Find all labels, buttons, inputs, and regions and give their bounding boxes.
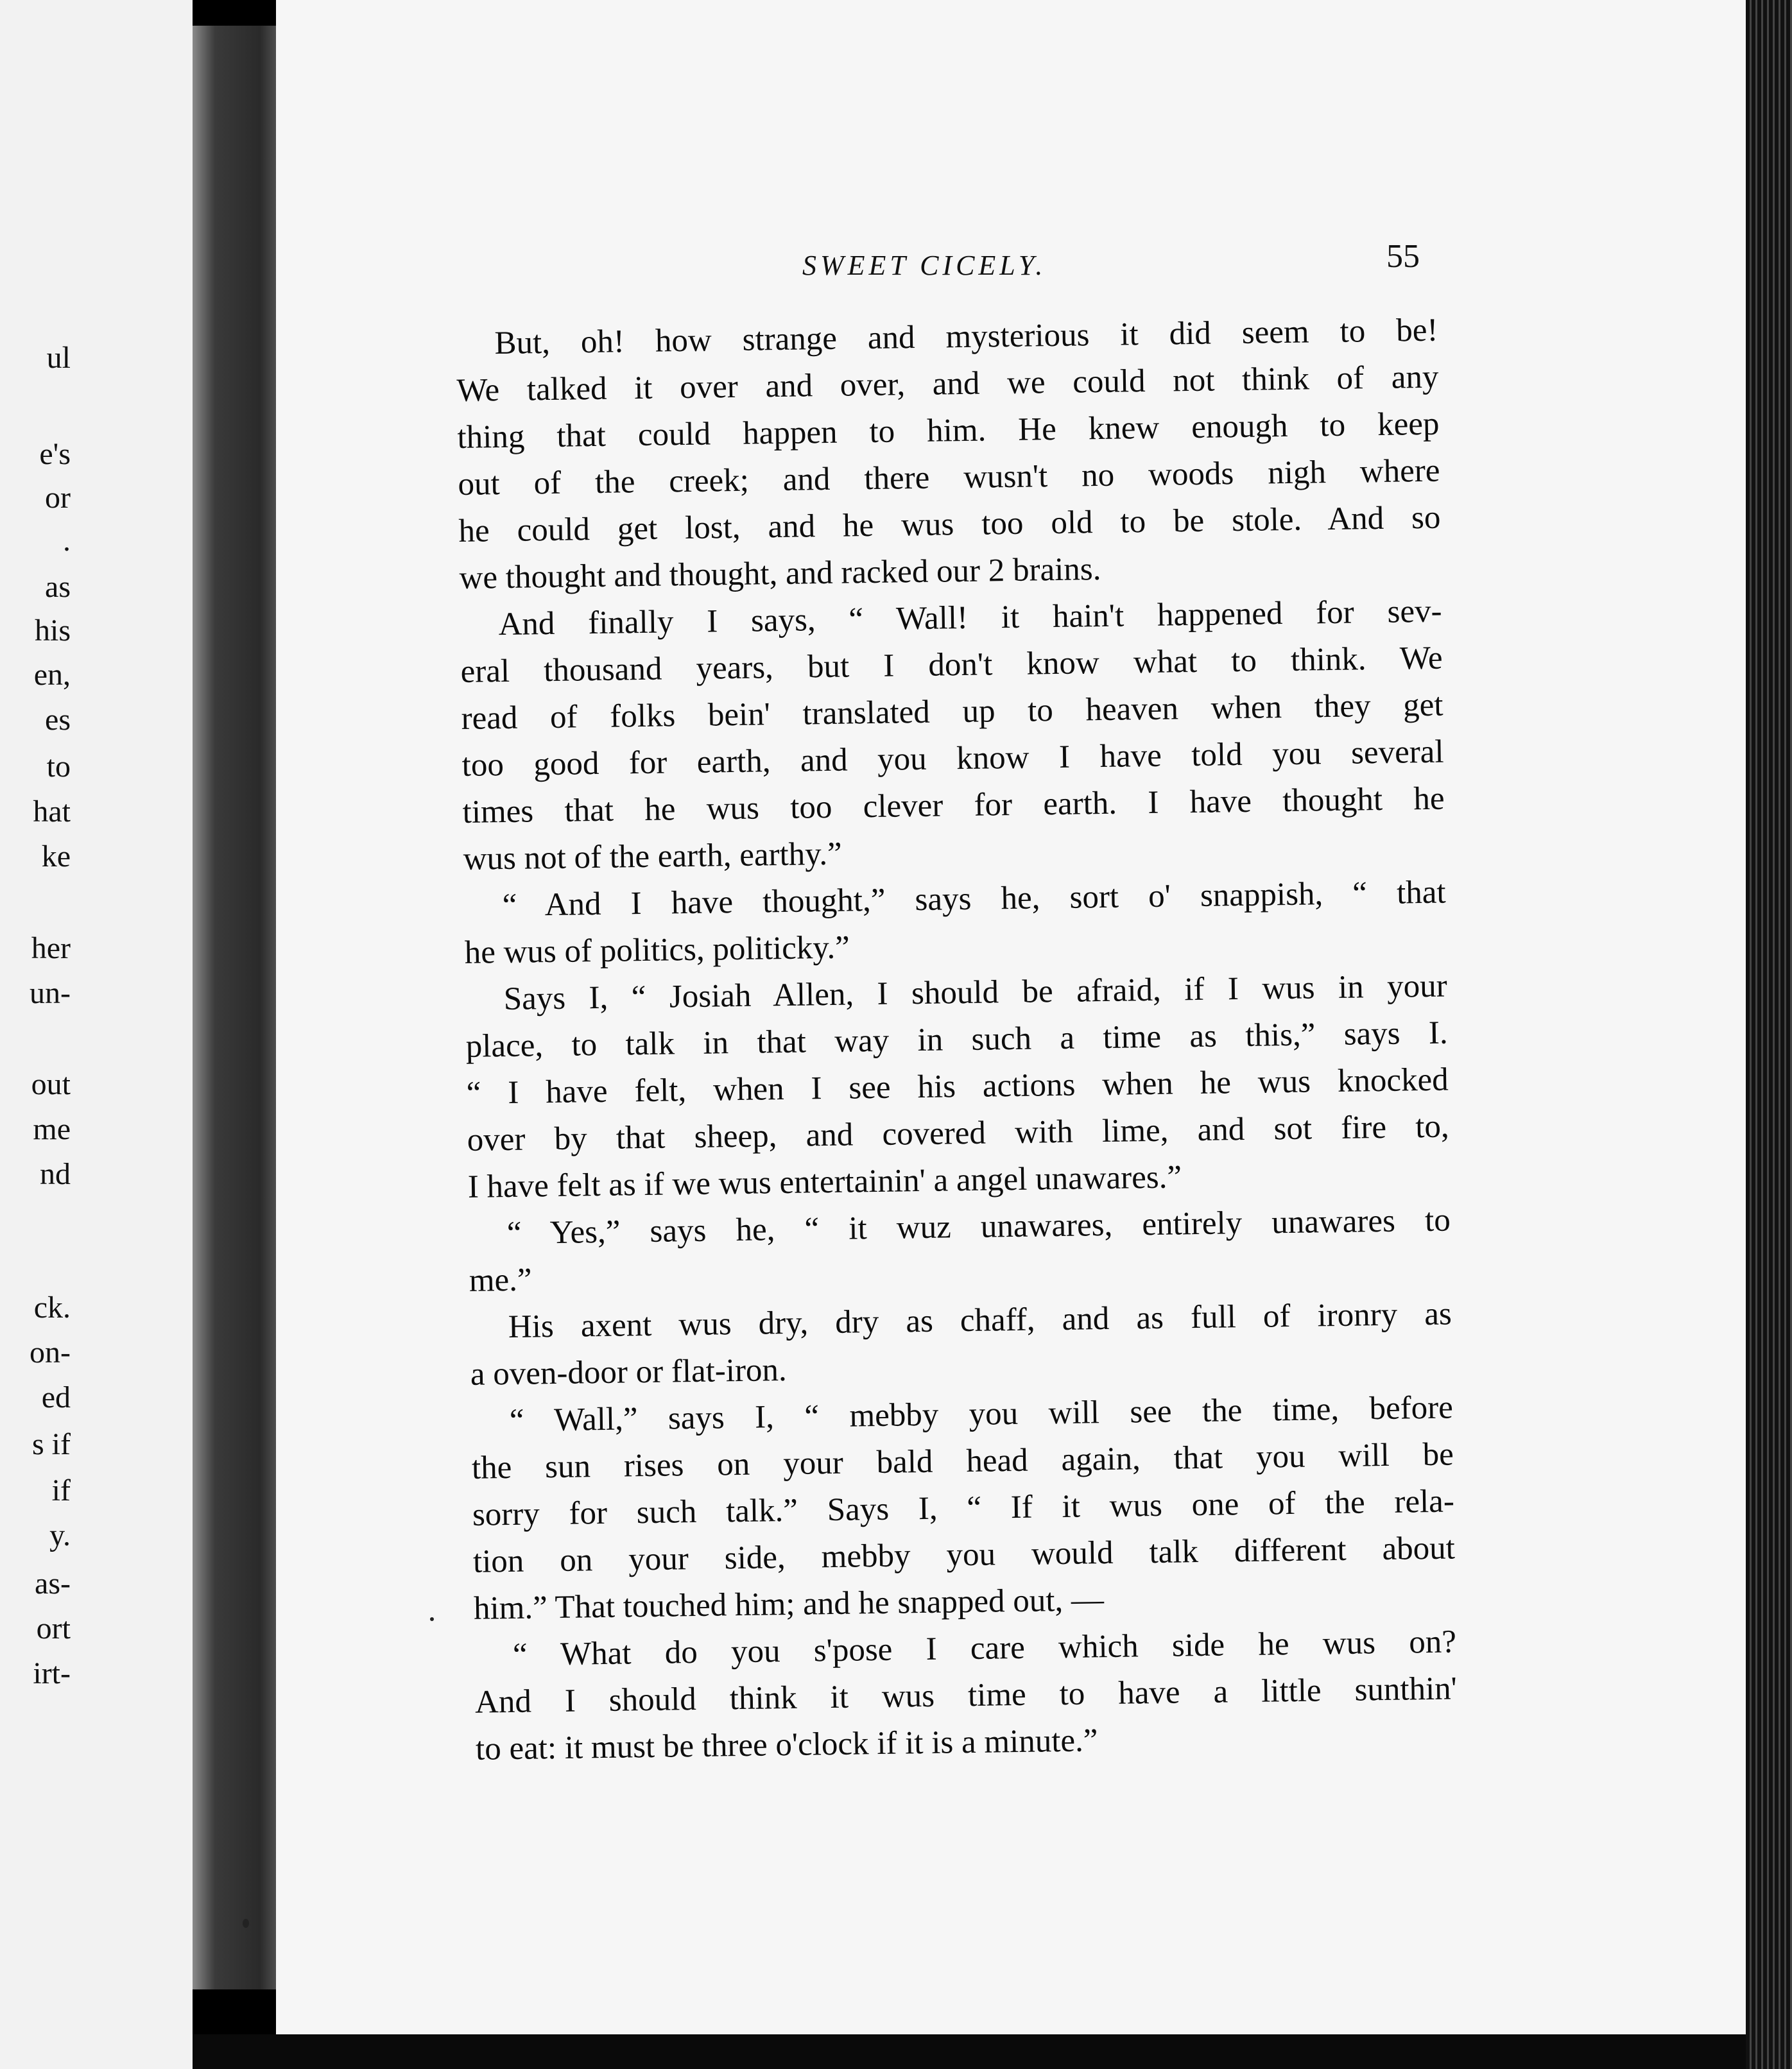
text-line: eral thousand years, but I don't know what to think. We: [460, 640, 1443, 690]
text-line: he wus of politics, politicky.”: [464, 929, 850, 971]
text-line: “ I have felt, when I see his actions when he wus knocked: [466, 1061, 1449, 1112]
left-page-fragment: on-: [30, 1335, 71, 1369]
text-line: me.”: [469, 1262, 532, 1299]
text-line: out of the creek; and there wusn't no woods nigh where: [458, 452, 1440, 502]
ink-speck: [243, 1919, 249, 1928]
text-line: him.” That touched him; and he snapped out, —: [473, 1582, 1105, 1627]
left-page-fragment: his: [34, 614, 71, 648]
page-number: 55: [1386, 238, 1420, 275]
left-page-fragment: e's: [39, 437, 71, 471]
left-page-fragment: if: [51, 1473, 71, 1507]
text-line: the sun rises on your bald head again, that you will be: [471, 1436, 1454, 1486]
left-page-fragment: .: [63, 524, 71, 558]
text-line: “ Yes,” says he, “ it wuz unawares, entirely unawares to: [506, 1202, 1451, 1252]
text-line: His axent wus dry, dry as chaff, and as full of ironry as: [508, 1296, 1452, 1346]
left-page-fragment: her: [31, 931, 71, 965]
left-page-fragment: un-: [30, 976, 71, 1010]
bottom-shadow: [193, 2034, 1746, 2069]
body-text: [456, 307, 1458, 1773]
left-page-fragment: hat: [33, 794, 71, 828]
text-line: Says I, “ Josiah Allen, I should be afraid, if I wus in your: [503, 968, 1448, 1018]
left-page-edge: [0, 0, 193, 2069]
left-page-fragment: s if: [32, 1427, 71, 1461]
text-line: too good for earth, and you know I have told you several: [461, 734, 1444, 784]
text-line: sorry for such talk.” Says I, “ If it wus one of the rela-: [472, 1483, 1455, 1533]
left-page-fragment: as-: [35, 1567, 71, 1601]
left-page-fragment: ke: [41, 839, 71, 873]
text-line: And finally I says, “ Wall! it hain't happened for sev-: [498, 593, 1442, 643]
text-line: thing that could happen to him. He knew enough to keep: [457, 406, 1440, 456]
left-page-fragment: as: [45, 570, 71, 604]
text-line: wus not of the earth, earthy.”: [463, 836, 843, 877]
text-line: We talked it over and over, and we could not think of any: [456, 359, 1439, 409]
left-page-fragment: ed: [41, 1380, 71, 1414]
text-line: place, to talk in that way in such a time as this,” says I.: [465, 1015, 1449, 1065]
book-page-edges: [1746, 0, 1792, 2069]
left-page-fragment: irt-: [33, 1656, 71, 1690]
running-title: SWEET CICELY.: [802, 250, 1047, 281]
left-page-fragment: es: [45, 703, 71, 737]
text-line: But, oh! how strange and mysterious it did seem to be!: [494, 312, 1438, 362]
left-page-fragment: ck.: [33, 1291, 71, 1325]
text-line: a oven-door or flat-iron.: [470, 1352, 788, 1393]
text-line: “ Wall,” says I, “ mebby you will see the time, before: [509, 1389, 1454, 1439]
text-line: tion on your side, mebby you would talk different about: [472, 1530, 1456, 1580]
left-page-fragment: nd: [40, 1157, 71, 1191]
text-line: times that he wus too clever for earth. I have thought he: [462, 780, 1445, 830]
left-page-fragment: y.: [49, 1518, 71, 1552]
left-page-fragment: en,: [33, 658, 71, 692]
gutter-shadow: [193, 26, 282, 1989]
left-page-fragment: ort: [36, 1611, 71, 1645]
left-page-fragment: ul: [46, 341, 71, 375]
left-page-fragment: me: [33, 1112, 71, 1146]
text-line: to eat: it must be three o'clock if it is a minute.”: [475, 1722, 1098, 1767]
text-line: over by that sheep, and covered with lime, and sot fire to,: [467, 1108, 1450, 1158]
text-line: read of folks bein' translated up to heaven when they get: [461, 687, 1443, 737]
text-line: we thought and thought, and racked our 2 brains.: [459, 551, 1101, 596]
text-line: he could get lost, and he wus too old to be stole. And so: [458, 499, 1441, 549]
text-line: “ What do you s'pose I care which side he wus on?: [512, 1624, 1457, 1673]
ink-speck: [430, 1617, 434, 1621]
text-line: I have felt as if we wus entertainin' a angel unawares.”: [467, 1159, 1182, 1205]
left-page-fragment: out: [31, 1067, 71, 1101]
text-line: “ And I have thought,” says he, sort o' snappish, “ that: [502, 874, 1446, 924]
text-line: And I should think it wus time to have a little sunthin': [474, 1670, 1458, 1721]
left-page-fragment: or: [45, 481, 71, 515]
left-page-fragment: to: [46, 750, 71, 784]
